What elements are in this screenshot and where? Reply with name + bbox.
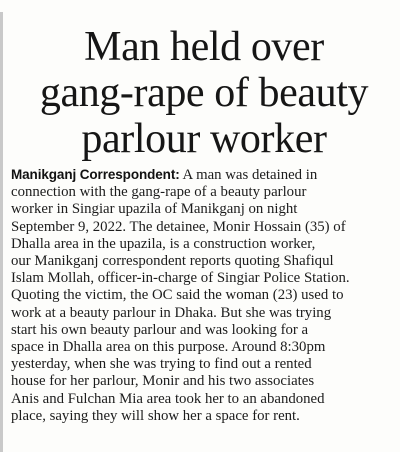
body-line: place, saying they will show her a space for rent. — [11, 407, 300, 424]
body-line: Islam Mollah, officer-in-charge of Singiar Police Station. — [11, 270, 350, 287]
headline-line: parlour worker — [81, 116, 327, 162]
body-line: connection with the gang-rape of a beauty parlour — [11, 184, 307, 201]
body-line: house for her parlour, Monir and his two associates — [11, 373, 315, 390]
body-text-run: A man was detained in — [179, 167, 318, 183]
body-line: our Manikganj correspondent reports quoting Shafiqul — [11, 253, 334, 270]
dateline: Manikganj Correspondent: — [11, 167, 180, 182]
article-body — [11, 166, 395, 425]
body-line: yesterday, when she was trying to find out a rented — [11, 356, 312, 373]
headline-line: Man held over — [84, 24, 324, 70]
body-line: Anis and Fulchan Mia area took her to an abandoned — [11, 390, 325, 407]
headline-line: gang-rape of beauty — [39, 70, 369, 116]
article-headline — [12, 24, 396, 162]
body-line: worker in Singiar upazila of Manikganj on night — [11, 201, 298, 218]
body-line: space in Dhalla area on this purpose. Around 8:30pm — [11, 339, 326, 356]
column-rule — [0, 12, 3, 452]
body-line: work at a beauty parlour in Dhaka. But she was trying — [11, 304, 332, 321]
body-line: Quoting the victim, the OC said the woman (23) used to — [11, 287, 344, 304]
body-line — [11, 166, 395, 184]
body-line: Dhalla area in the upazila, is a construction worker, — [11, 235, 316, 252]
body-line: start his own beauty parlour and was looking for a — [11, 321, 309, 338]
body-line: September 9, 2022. The detainee, Monir Hossain (35) of — [11, 218, 346, 235]
